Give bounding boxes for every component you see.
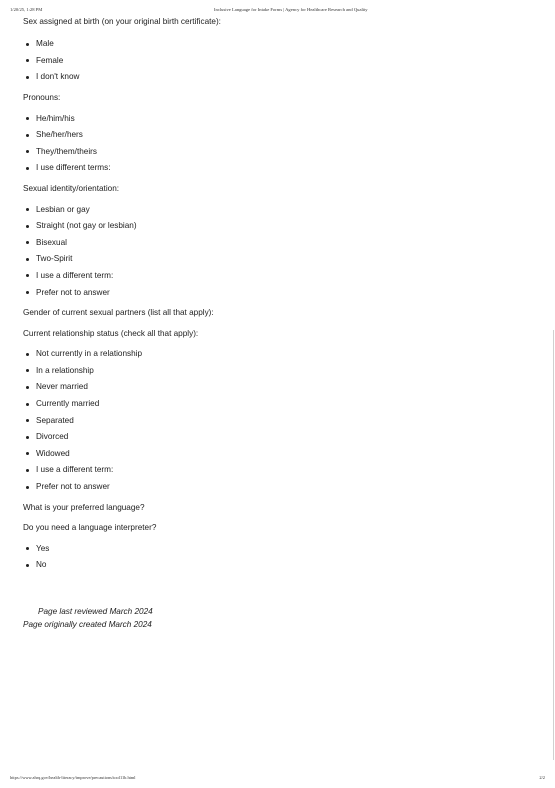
list-item: No	[23, 560, 523, 570]
list-item: Not currently in a relationship	[23, 349, 523, 359]
question-relationship-status: Current relationship status (check all that apply):	[23, 328, 199, 338]
print-page-title: Inclusive Language for Intake Forms | Agency for Healthcare Research and Quality	[214, 7, 368, 12]
list-item: I don't know	[23, 72, 523, 82]
options-sex-assigned-at-birth	[23, 39, 523, 82]
list-item: Separated	[23, 416, 523, 426]
list-item: I use a different term:	[23, 465, 523, 475]
print-footer	[10, 775, 545, 785]
list-item: Widowed	[23, 449, 523, 459]
question-sexual-identity: Sexual identity/orientation:	[23, 183, 120, 193]
list-item: Female	[23, 56, 523, 66]
list-item: Bisexual	[23, 238, 523, 248]
options-language-interpreter	[23, 544, 523, 571]
list-item: Male	[23, 39, 523, 49]
page-edge-divider	[553, 330, 554, 760]
options-sexual-identity	[23, 205, 523, 298]
question-pronouns: Pronouns:	[23, 92, 61, 102]
intake-form-content	[23, 17, 523, 570]
print-url: https://www.ahrq.gov/health-literacy/improve/precautions/tool11b.html	[10, 775, 136, 780]
print-datetime: 1/20/25, 1:28 PM	[10, 7, 43, 12]
options-relationship-status	[23, 349, 523, 492]
list-item: Two-Spirit	[23, 254, 523, 264]
list-item: Lesbian or gay	[23, 205, 523, 215]
list-item: Currently married	[23, 399, 523, 409]
list-item: Straight (not gay or lesbian)	[23, 221, 523, 231]
options-pronouns	[23, 114, 523, 174]
list-item: Never married	[23, 382, 523, 392]
list-item: He/him/his	[23, 114, 523, 124]
print-page-number: 2/2	[539, 775, 545, 780]
list-item: They/them/theirs	[23, 147, 523, 157]
question-language-interpreter: Do you need a language interpreter?	[23, 523, 157, 533]
list-item: Prefer not to answer	[23, 482, 523, 492]
list-item: Yes	[23, 544, 523, 554]
question-preferred-language: What is your preferred language?	[23, 502, 145, 512]
page-last-reviewed: Page last reviewed March 2024	[38, 607, 153, 616]
list-item: Divorced	[23, 432, 523, 442]
list-item: I use a different term:	[23, 271, 523, 281]
list-item: She/her/hers	[23, 130, 523, 140]
list-item: In a relationship	[23, 366, 523, 376]
print-header	[10, 7, 545, 17]
page-originally-created: Page originally created March 2024	[23, 620, 152, 629]
question-sex-assigned-at-birth: Sex assigned at birth (on your original birth certificate):	[23, 17, 221, 26]
list-item: I use different terms:	[23, 163, 523, 173]
question-gender-of-partners: Gender of current sexual partners (list all that apply):	[23, 308, 214, 318]
list-item: Prefer not to answer	[23, 288, 523, 298]
